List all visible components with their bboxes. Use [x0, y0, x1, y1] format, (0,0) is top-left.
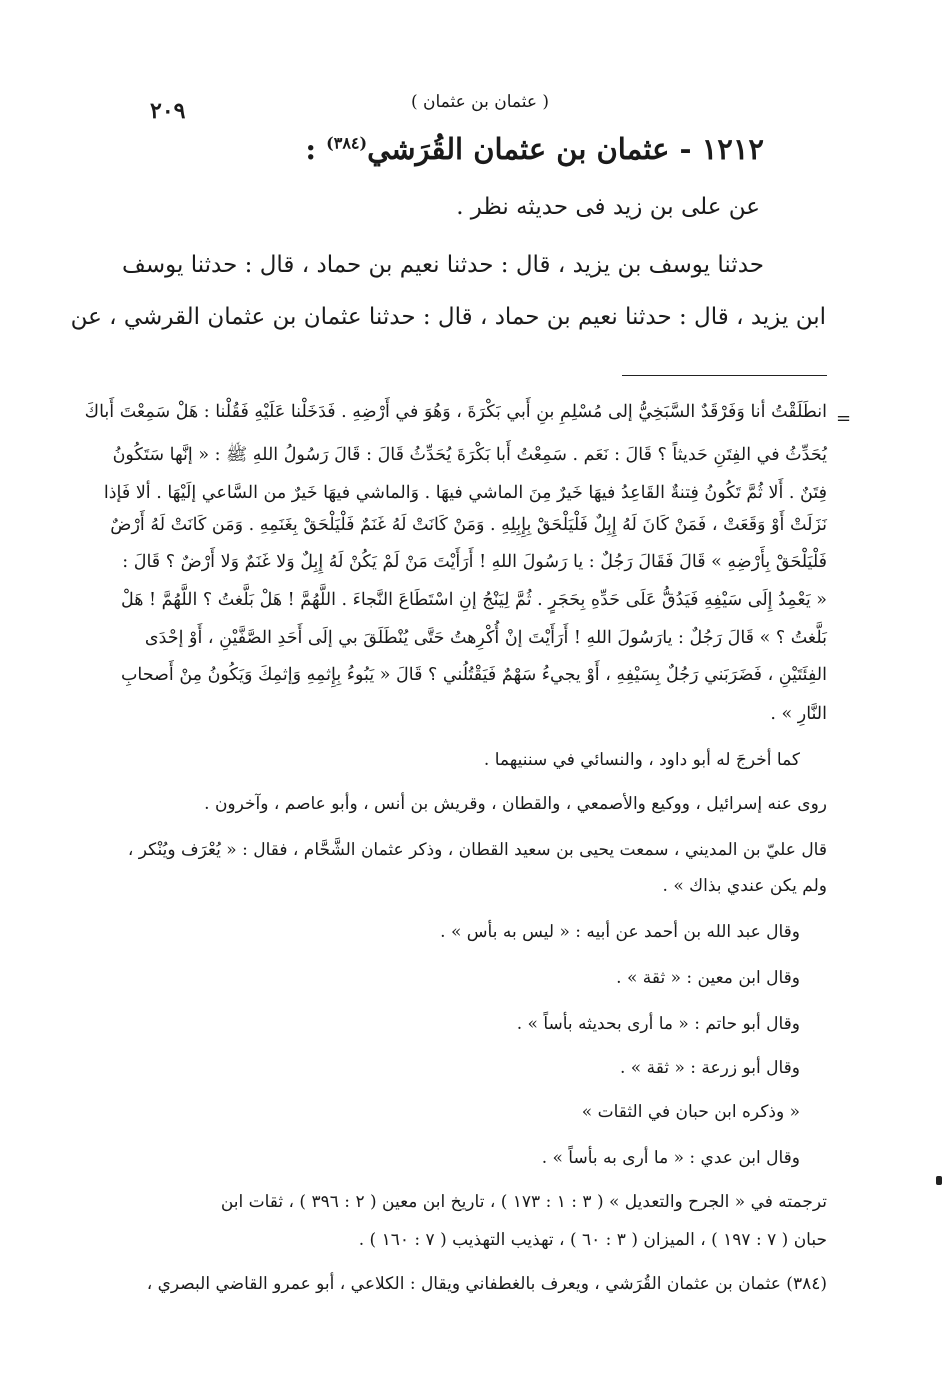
scan-speck — [936, 1176, 942, 1185]
biography-line: روى عنه إسرائيل ، ووكيع والأصمعي ، والقطان ، وقريش بن أنس ، وأبو عاصم ، وآخرون . — [204, 794, 827, 814]
main-text-line: حدثنا یوسف بن یزید ، قال : حدثنا نعیم بن حماد ، قال : حدثنا یوسف — [122, 252, 764, 278]
footnote-line: « يَعْمِدُ إِلَى سَيْفِهِ فَيَدُقُّ عَلَى حَدِّهِ بِحَجَرٍ . ثُمَّ لِيَنْجُ إنِ اسْتَطَاعَ النَّجاءَ . اللَّهُمَّ ! هَلْ بَلَّغتُ ؟ اللَّهُمَّ ! هَلْ — [120, 590, 827, 610]
footnote-line: النَّارِ » . — [770, 704, 827, 724]
entry-title — [305, 132, 764, 166]
footnote-line: نَزَلَتْ أَوْ وَقَعَتْ ، فَمَنْ كَانَ لَهُ إِبِلٌ فَلْيَلْحَقْ بِإِبِلِهِ . وَمَنْ كَانَتْ لَهُ غَنَمٌ فَلْيَلْحَقْ بِغَنَمِهِ . وَمَن كَانَتْ لَهُ أَرْضٌ — [110, 515, 827, 535]
running-header: ( عثمان بن عثمان ) — [410, 92, 550, 112]
biography-line: حبان ( ٧ : ١٩٧ ) ، الميزان ( ٣ : ٦٠ ) ، تهذيب التهذيب ( ٧ : ١٦٠ ) . — [358, 1230, 827, 1250]
main-text-line: عن علی بن زید فی حدیثه نظر . — [456, 194, 760, 220]
footnote-line: فِتَنٌ . أَلا ثُمَّ تَكُونُ فِتنةٌ القَاعِدُ فيهَا خَيرٌ مِنَ الماشي فيهَا . وَالماشي فيهَا خَيرٌ من السَّاعي إلَيْهَا . ألا فَإذا — [103, 483, 827, 503]
footnote-separator — [622, 375, 827, 376]
biography-line: وقال ابن عدي : « ما أرى به بأساً » . — [541, 1148, 800, 1168]
main-text-line: ابن یزید ، قال : حدثنا نعیم بن حماد ، قال : حدثنا عثمان بن عثمان القرشي ، عن — [70, 304, 826, 330]
entry-title-text: ١٢١٢ - عثمان بن عثمان القُرَشي — [367, 132, 764, 166]
biography-line: ترجمته في « الجرح والتعديل » ( ٣ : ١ : ١٧٣ ) ، تاريخ ابن معين ( ٢ : ٣٩٦ ) ، ثقات ابن — [220, 1192, 827, 1212]
footnote-line: الفِئَتَيْنِ ، فَضَرَبَني رَجُلٌ بِسَيْفِهِ ، أَوْ يجيءُ سَهْمٌ فَيَقْتُلُني ؟ قَالَ « يَبُوءُ بِإِثمِهِ وَإثمِكَ وَيَكُونُ مِنْ أَصحابِ — [120, 665, 827, 685]
biography-line: وقال عبد الله بن أحمد عن أبيه : « ليس به بأس » . — [440, 922, 800, 942]
biography-line: كما أخرجَ له أبو داود ، والنسائي في سننيهما . — [483, 750, 800, 770]
footnote-line: يُحَدِّثُ في الفِتَنِ حَديثاً ؟ قَالَ : نَعَم . سَمِعْتُ أَبا بَكْرَةَ يُحَدِّثُ قَالَ : قَالَ رَسُولُ اللهِ ﷺ : « إنَّها سَتَكُونُ — [112, 445, 827, 465]
entry-title-colon: : — [305, 132, 327, 166]
biography-line: وقال أبو زرعة : « ثقة » . — [620, 1058, 800, 1078]
biography-line: ولم يكن عندي بذاك » . — [662, 876, 827, 896]
biography-line: وقال أبو حاتم : « ما أرى بحديثه بأساً » . — [516, 1014, 800, 1034]
footnote-line: انطَلَقْتُ أنا وَفَرْقَدٌ السَّبَخِيُّ إلى مُسْلِمِ بنِ أَبي بَكْرَةَ ، وَهُوَ في أَرْضِهِ . فَدَخَلْنا عَلَيْهِ فَقُلْنا : هَلْ سَمِعْتَ أَباكَ — [84, 402, 827, 422]
biography-line: « وذكره ابن حبان في الثقات » — [581, 1102, 800, 1122]
biography-line: قال عليّ بن المديني ، سمعت يحيى بن سعيد القطان ، وذكر عثمان الشَّحَّام ، فقال : « يُعْرَف ويُنْكر ، — [127, 840, 827, 860]
footnote-line: بَلَّغتُ ؟ » قَالَ رَجُلٌ : يارَسُولَ اللهِ ! أَرَأَيْتَ إنْ أُكْرِهتُ حَتَّى يُنْطَلَقَ بي إلَى أَحَدِ الصَّفَّيْنِ ، أَوْ إحْدَى — [144, 628, 827, 648]
biography-line: وقال ابن معين : « ثقة » . — [616, 968, 800, 988]
footnote-reference: (٣٨٤) — [326, 133, 368, 153]
footnote-line: فَلْيَلْحَقْ بِأَرْضِهِ » قَالَ فَقَالَ رَجُلٌ : يا رَسُولَ اللهِ ! أَرَأَيْتَ مَنْ لَمْ يَكُنْ لَهُ إِبِلٌ وَلا غَنَمٌ وَلا أَرْضٌ ؟ قَالَ : — [122, 552, 827, 572]
page-number: ٢٠٩ — [150, 98, 186, 124]
footnote-continuation-mark: = — [836, 408, 852, 429]
biography-line: (٣٨٤) عثمان بن عثمان القُرَشي ، ويعرف بالغطفاني ويقال : الكلاعي ، أبو عمرو القاضي البصري ، — [146, 1274, 827, 1294]
